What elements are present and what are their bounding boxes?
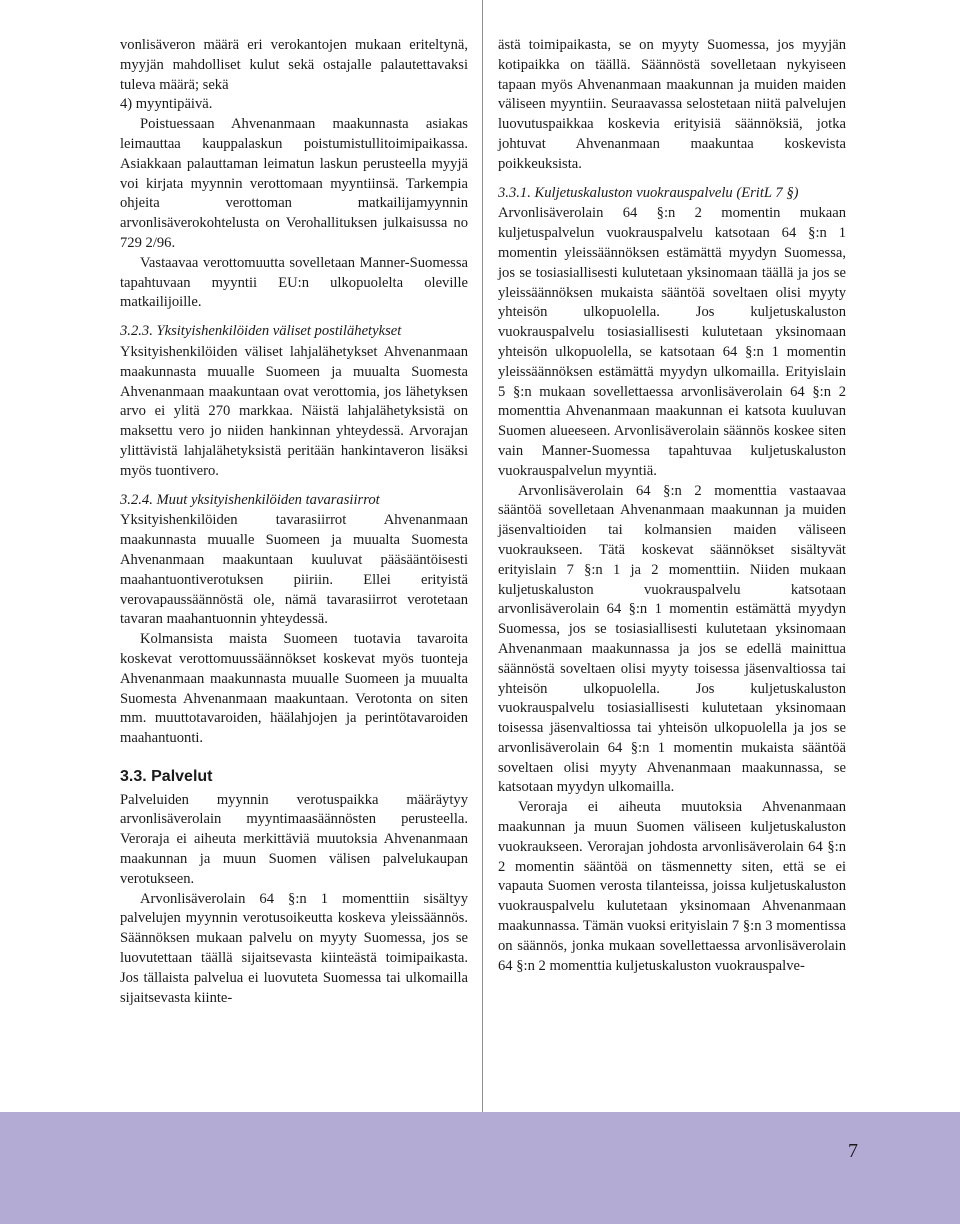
paragraph: Kolmansista maista Suomeen tuotavia tavaroita koskevat verottomuussäännökset koskevat myös tuonteja Ahvenanmaan maakunnasta muualle Suomeen ja muualta Suomesta Ahvenanmaan maakuntaan. Verotonta on siten mm. muuttotavaroiden, häälahjojen ja perintötavaroiden maahantuonti. <box>120 631 468 747</box>
section-heading-3-2-3: 3.2.3. Yksityishenkilöiden väliset postilähetykset <box>120 323 402 340</box>
paragraph: Arvonlisäverolain 64 §:n 2 momenttia vastaavaa sääntöä sovelletaan Ahvenanmaan maakunnan ja muiden jäsenvaltioiden tai kolmansien maiden väliseen vuokraukseen. Tätä koskevat säännökset sisältyvät erityislain 7 §:n 1 ja 2 momenttiin. Niiden mukaan kuljetuskaluston vuokrauspalvelu katsotaan arvonlisäverolain 64 §:n 1 momentin estämättä myydyn Suomessa, jos se tosiasiallisesti kulutetaan yksinomaan Ahvenanmaan maakunnassa ja jos se edellä mainittua säännöstä soveltaen olisi myyty toisessa jäsenvaltiossa tai yhteisön ulkopuolella. Jos kuljetuskaluston vuokrauspalvelu tosiasiallisesti kulutetaan yksinomaan toisessa jäsenvaltiossa tai yhteisön ulkopuolella ja jos se arvonlisäverolain 64 §:n 1 momentin mukaista sääntöä soveltaen olisi myyty Ahvenanmaan maakunnassa, se katsotaan myydyn ulkomailla. <box>498 482 846 796</box>
section-heading-3-2-4: 3.2.4. Muut yksityishenkilöiden tavarasiirrot <box>120 491 380 508</box>
paragraph: Arvonlisäverolain 64 §:n 2 momentin mukaan kuljetuspalvelun vuokrauspalvelu katsotaan 64 §:n 1 momentin yleissäännöksen estämättä myydyn Suomessa, jos se tosiasiallisesti kulutetaan yksinomaan täällä ja jos se yleissäännöksen mukaista sääntöä soveltaen olisi myyty yhteisön ulkopuolella. Jos kuljetuskaluston vuokrauspalvelu tosiasiallisesti kulutetaan yksinomaan yhteisön ulkopuolella, se katsotaan 64 §:n 1 momentin yleissäännöksen estämättä myydyn ulkomailla. Erityislain 5 §:n mukaan sovellettaessa arvonlisäverolain 64 §:n 2 momenttia Ahvenanmaan maakunnan ei katsota kuuluvan Suomen alueeseen. Arvonlisäverolain säännös koskee siten vain Manner-Suomessa tapahtuvaa kuljetuskaluston vuokrauspalvelun myyntiä. <box>498 205 846 479</box>
paragraph: ästä toimipaikasta, se on myyty Suomessa, jos myyjän kotipaikka on täällä. Säännöstä sovelletaan nykyiseen tapaan myös Ahvenanmaan maakunnan ja muiden maiden väliseen myyntiin. Seuraavassa selostetaan niitä palvelujen luovutuspaikkaa koskevia erityisiä säännöksiä, jotka johtuvat Ahvenanmaan maakuntaa koskevista poikkeuksista. <box>498 37 846 172</box>
footer-bar <box>0 1112 960 1224</box>
paragraph: Yksityishenkilöiden väliset lahjalähetykset Ahvenanmaan maakunnasta muualle Suomeen ja muualta Suomesta Ahvenanmaan maakuntaan ovat verottomia, jos lähetyksen arvo ei ylitä 270 markkaa. Näistä lahjalähetyksistä on maksettu vero jo niiden hankinnan yhteydessä. Arvorajan ylittävistä lahjalähetyksistä peritään hankintaveron lisäksi myös tuontivero. <box>120 343 468 479</box>
paragraph: Veroraja ei aiheuta muutoksia Ahvenanmaan maakunnan ja muun Suomen väliseen kuljetuskaluston vuokraukseen. Verorajan johdosta arvonlisäverolain 64 §:n 2 momentin sääntöä on täsmennetty siten, että se ei vapauta Suomen verosta tilanteissa, joissa kuljetuskaluston vuokrauspalvelu kulutetaan yksinomaan Ahvenanmaan maakunnassa. Tämän vuoksi erityislain 7 §:n 3 momentissa on säännös, jonka mukaan sovellettaessa arvonlisäverolain 64 §:n 2 momenttia kuljetuskaluston vuokrauspalve- <box>498 799 846 974</box>
paragraph: Yksityishenkilöiden tavarasiirrot Ahvenanmaan maakunnasta muualle Suomeen ja muualta Suomesta Ahvenanmaan maakuntaan kuuluvat pääsääntöisesti maahantuontiverotuksen piiriin. Ellei erityistä verovapaussäännöstä ole, nämä tavarasiirrot verotetaan tavaran maahantuonnin yhteydessä. <box>120 512 468 628</box>
paragraph: Poistuessaan Ahvenanmaan maakunnasta asiakas leimauttaa kauppalaskun poistumistullitoimipaikassa. Asiakkaan palauttaman leimatun laskun perusteella myyjä voi kirjata myynnin verottomaan myyntiinsä. Tarkempia ohjeita verottoman matkailijamyynnin arvonlisäverokohtelusta on Verohallituksen julkaisussa no 729 2/96. <box>120 116 468 251</box>
paragraph: Palveluiden myynnin verotuspaikka määräytyy arvonlisäverolain myyntimaasäännösten perusteella. Veroraja ei aiheuta merkittäviä muutoksia Ahvenanmaan maakunnan ja muun Suomen välisen palvelukaupan verotukseen. <box>120 791 468 887</box>
section-heading-3-3: 3.3. Palvelut <box>120 767 213 785</box>
section-heading-3-3-1: 3.3.1. Kuljetuskaluston vuokrauspalvelu (EritL 7 §) <box>498 184 799 201</box>
paragraph: vonlisäveron määrä eri verokantojen mukaan eriteltynä, myyjän mahdolliset kulut sekä ostajalle palautettavaksi tuleva määrä; sekä <box>120 37 468 93</box>
paragraph: Vastaavaa verottomuutta sovelletaan Manner-Suomessa tapahtuvaan myyntii EU:n ulkopuolelta oleville matkailijoille. <box>120 254 468 311</box>
column-divider <box>482 0 483 1112</box>
page-number: 7 <box>848 1140 858 1162</box>
paragraph: Arvonlisäverolain 64 §:n 1 momenttiin sisältyy palvelujen myynnin verotusoikeutta koskeva yleissäännös. Säännöksen mukaan palvelu on myyty Suomessa, jos se luovutettaan täällä sijaitsevasta kiinteästä toimipaikasta. Jos tällaista palvelua ei luovuteta Suomessa tai ulkomailla sijaitsevasta kiinte- <box>120 890 468 1006</box>
left-column <box>120 36 468 1008</box>
right-column <box>498 36 846 976</box>
list-item: 4) myyntipäivä. <box>120 96 213 113</box>
